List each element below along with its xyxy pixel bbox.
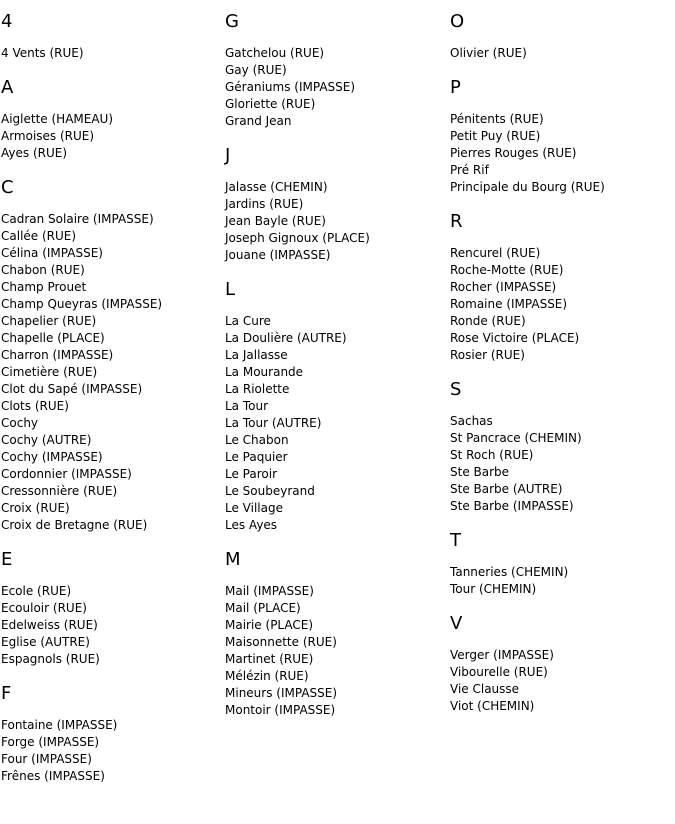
street-name: Le Soubeyrand [225,484,315,498]
street-list [1,717,221,785]
street-name: Montoir (IMPASSE) [225,703,336,717]
street-name: La Riolette [225,382,290,396]
street-name: Olivier (RUE) [450,46,527,60]
street-name: Mail (PLACE) [225,601,301,615]
street-name: Cressonnière (RUE) [1,484,118,498]
street-name: Pénitents (RUE) [450,112,544,126]
section-letter: L [225,279,236,300]
letter-section [1,77,221,162]
section-letter: M [225,549,241,570]
street-name: Le Chabon [225,433,289,447]
street-name: Jardins (RUE) [225,197,304,211]
section-letter: G [225,11,239,32]
street-name: Ayes (RUE) [1,146,68,160]
section-letter: E [1,549,13,570]
street-name: Rocher (IMPASSE) [450,280,557,294]
street-name: Maisonnette (RUE) [225,635,337,649]
street-name: Jalasse (CHEMIN) [225,180,328,194]
street-name: Pierres Rouges (RUE) [450,146,577,160]
street-name: Champ Prouet [1,280,87,294]
street-list [225,583,445,719]
street-list [450,111,670,196]
street-name: Cadran Solaire (IMPASSE) [1,212,154,226]
street-name: Viot (CHEMIN) [450,699,535,713]
directory-column [450,11,670,730]
letter-section [1,177,221,534]
street-name: Roche-Motte (RUE) [450,263,564,277]
section-letter: V [450,613,463,634]
letter-section [450,530,670,598]
street-name: Martinet (RUE) [225,652,314,666]
letter-section [225,279,445,534]
street-name: La Tour [225,399,269,413]
letter-section [1,549,221,668]
directory-column [1,11,221,800]
street-name: Tanneries (CHEMIN) [450,565,569,579]
street-name: Vie Clausse [450,682,520,696]
street-name: Cordonnier (IMPASSE) [1,467,132,481]
street-list [450,647,670,715]
street-name: Cochy [1,416,39,430]
letter-section [450,613,670,715]
street-name: Principale du Bourg (RUE) [450,180,605,194]
street-name: Le Village [225,501,283,515]
street-name: Ronde (RUE) [450,314,526,328]
letter-section [225,11,445,130]
street-name: Charron (IMPASSE) [1,348,114,362]
street-name: Chabon (RUE) [1,263,85,277]
street-name: Cochy (IMPASSE) [1,450,103,464]
street-name: La Tour (AUTRE) [225,416,322,430]
section-letter: 4 [1,11,13,32]
street-list [450,413,670,515]
street-name: Callée (RUE) [1,229,77,243]
street-name: Mail (IMPASSE) [225,584,314,598]
street-list [225,45,445,130]
street-name: Jean Bayle (RUE) [225,214,326,228]
street-name: Le Paquier [225,450,288,464]
street-list [1,111,221,162]
street-name: Célina (IMPASSE) [1,246,103,260]
street-list [1,211,221,534]
letter-section [450,11,670,62]
street-name: Cochy (AUTRE) [1,433,92,447]
section-letter: O [450,11,465,32]
street-name: Petit Puy (RUE) [450,129,541,143]
street-name: Ste Barbe (AUTRE) [450,482,563,496]
street-name: Joseph Gignoux (PLACE) [225,231,370,245]
street-name: La Mourande [225,365,304,379]
letter-section [450,211,670,364]
street-name: Cimetière (RUE) [1,365,98,379]
section-letter: S [450,379,462,400]
section-letter: R [450,211,463,232]
street-name: Chapelle (PLACE) [1,331,105,345]
street-name: Rose Victoire (PLACE) [450,331,580,345]
street-name: Mairie (PLACE) [225,618,314,632]
street-name: Grand Jean [225,114,292,128]
street-name: Le Paroir [225,467,278,481]
street-name: Ste Barbe (IMPASSE) [450,499,574,513]
street-name: Champ Queyras (IMPASSE) [1,297,163,311]
street-name: Edelweiss (RUE) [1,618,98,632]
street-name: Pré Rif [450,163,489,177]
street-name: Les Ayes [225,518,278,532]
street-name: Clot du Sapé (IMPASSE) [1,382,143,396]
street-name: Tour (CHEMIN) [450,582,537,596]
street-name: Espagnols (RUE) [1,652,100,666]
street-name: La Jallasse [225,348,288,362]
letter-section [1,683,221,785]
street-name: Ecole (RUE) [1,584,72,598]
section-letter: P [450,77,461,98]
street-name: Croix de Bretagne (RUE) [1,518,148,532]
street-name: Croix (RUE) [1,501,70,515]
street-name: Rencurel (RUE) [450,246,541,260]
street-name: Armoises (RUE) [1,129,95,143]
street-name: Sachas [450,414,493,428]
street-name: St Pancrace (CHEMIN) [450,431,582,445]
section-letter: T [450,530,461,551]
letter-section [1,11,221,62]
street-name: Eglise (AUTRE) [1,635,90,649]
street-name: Ecouloir (RUE) [1,601,87,615]
street-list [450,245,670,364]
street-name: Four (IMPASSE) [1,752,92,766]
street-name: Mélézin (RUE) [225,669,309,683]
street-list [450,45,670,62]
section-letter: A [1,77,14,98]
street-name: Jouane (IMPASSE) [225,248,331,262]
street-name: Chapelier (RUE) [1,314,97,328]
street-name: Romaine (IMPASSE) [450,297,568,311]
letter-section [450,379,670,515]
street-name: La Cure [225,314,271,328]
street-name: Forge (IMPASSE) [1,735,100,749]
letter-section [225,145,445,264]
street-name: Fontaine (IMPASSE) [1,718,118,732]
street-name: Ste Barbe [450,465,510,479]
street-name: Vibourelle (RUE) [450,665,548,679]
street-name: Gatchelou (RUE) [225,46,325,60]
street-name: Verger (IMPASSE) [450,648,554,662]
section-letter: C [1,177,14,198]
street-name: Frênes (IMPASSE) [1,769,105,783]
street-name: Gay (RUE) [225,63,287,77]
street-name: Gloriette (RUE) [225,97,316,111]
section-letter: J [225,145,231,166]
street-name: La Doulière (AUTRE) [225,331,347,345]
street-list [225,313,445,534]
street-list [1,45,221,62]
street-name: 4 Vents (RUE) [1,46,84,60]
street-name: Aiglette (HAMEAU) [1,112,114,126]
street-name: Mineurs (IMPASSE) [225,686,338,700]
street-name: Géraniums (IMPASSE) [225,80,356,94]
street-name: St Roch (RUE) [450,448,534,462]
letter-section [225,549,445,719]
street-name: Rosier (RUE) [450,348,525,362]
directory-column [225,11,445,734]
street-list [450,564,670,598]
letter-section [450,77,670,196]
section-letter: F [1,683,12,704]
street-list [1,583,221,668]
street-list [225,179,445,264]
street-name: Clots (RUE) [1,399,69,413]
